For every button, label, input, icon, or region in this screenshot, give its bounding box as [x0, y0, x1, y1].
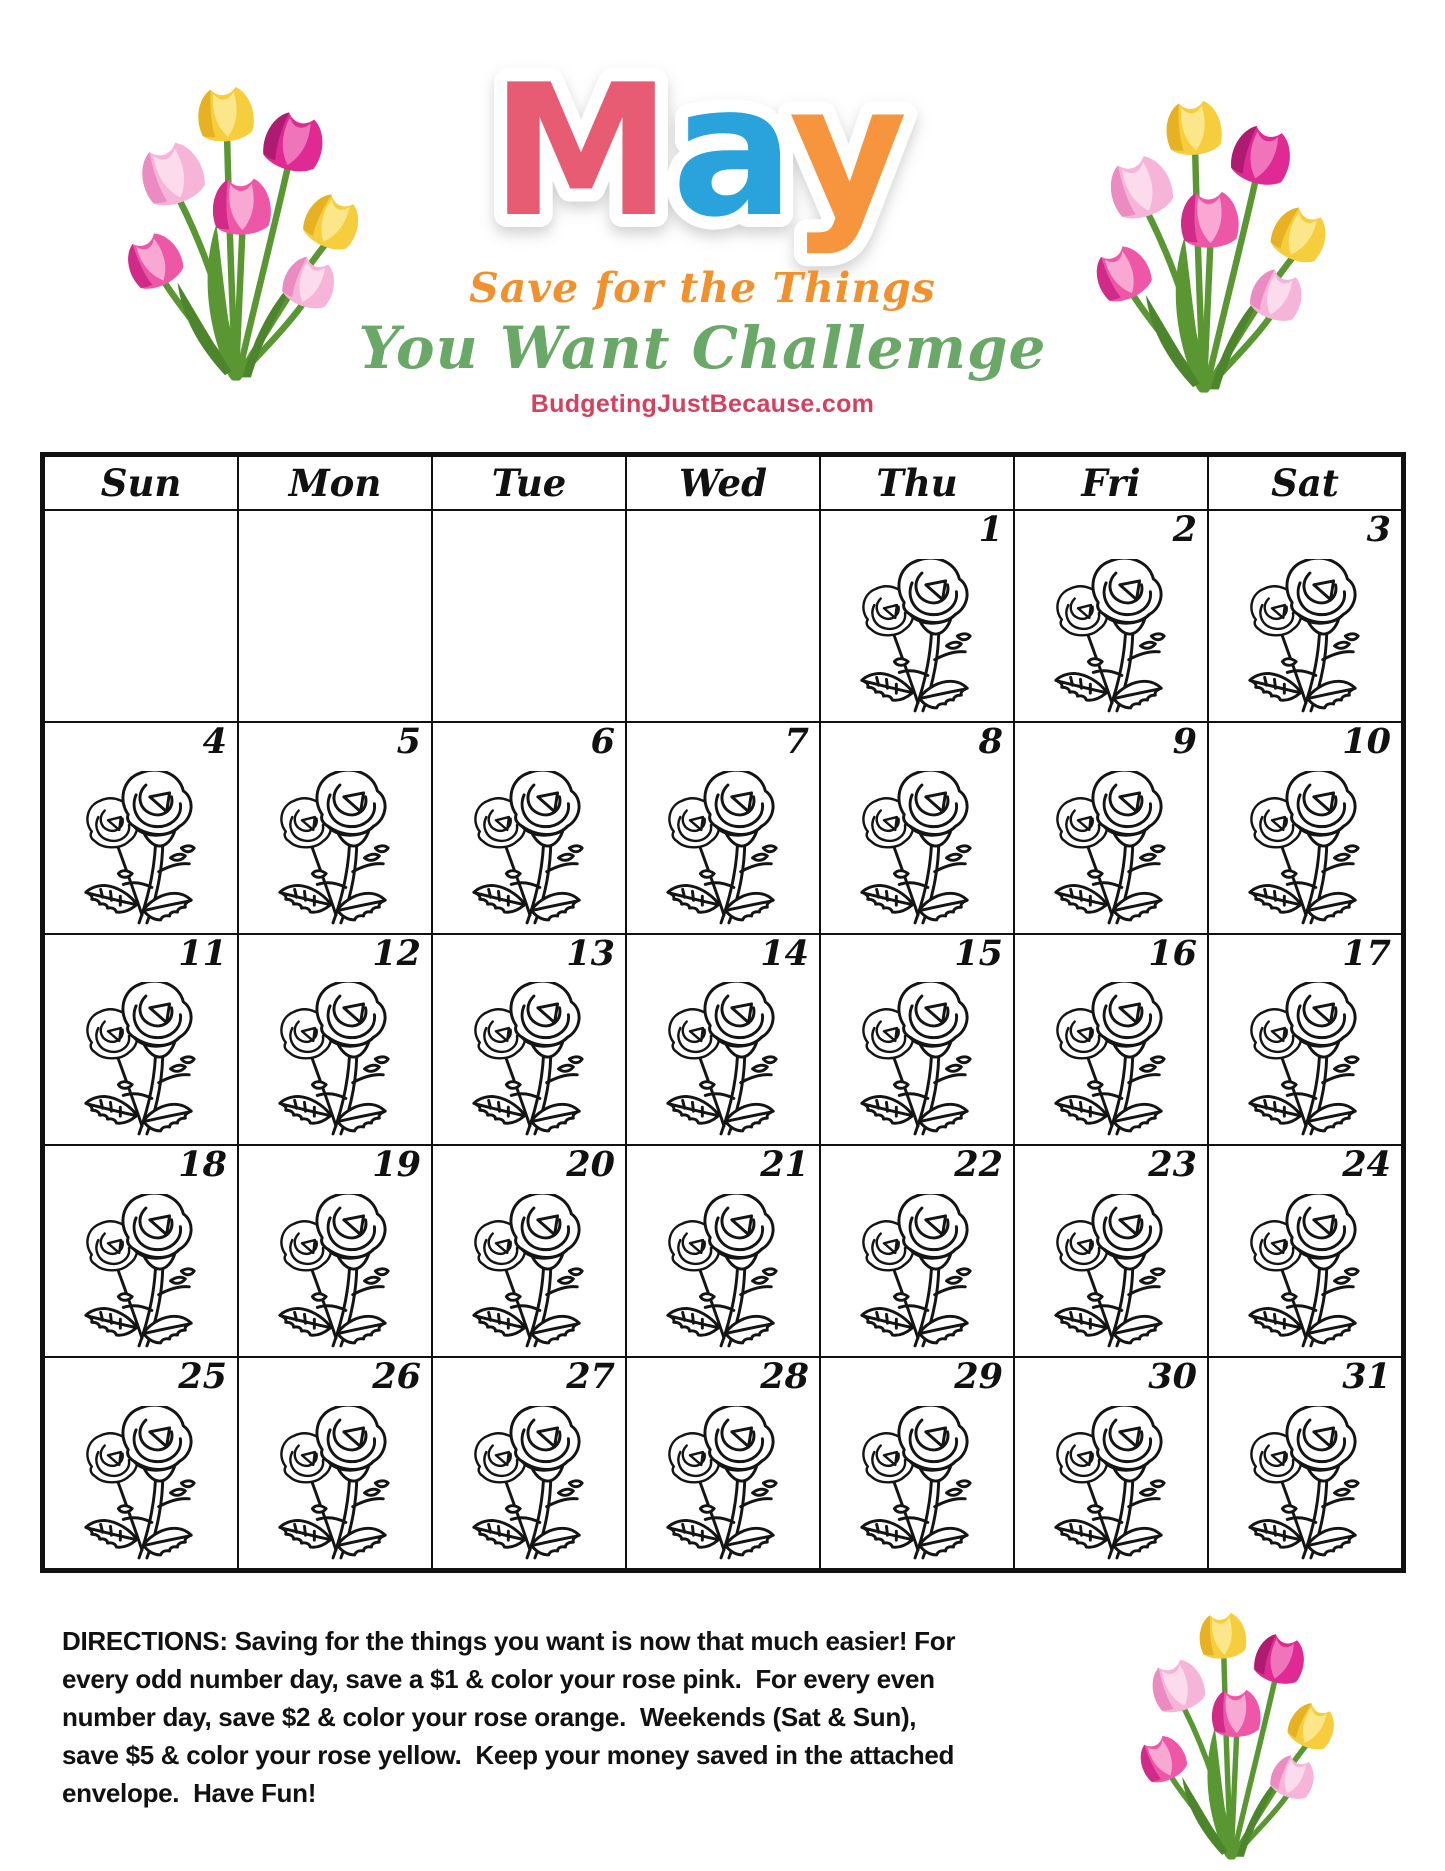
date-number: 21	[760, 1144, 809, 1186]
calendar-cell-10	[1208, 722, 1402, 934]
date-number: 6	[590, 720, 615, 762]
rose-coloring-icon	[77, 982, 205, 1140]
date-number: 13	[566, 932, 615, 974]
tulip-bouquet-bottom-right-icon	[1122, 1592, 1344, 1864]
calendar-cell-19	[238, 1145, 432, 1357]
calendar-cell-28	[626, 1357, 820, 1569]
date-number: 23	[1148, 1144, 1197, 1186]
rose-coloring-icon	[1241, 559, 1369, 717]
title-letter-y: y	[788, 45, 907, 257]
tagline-save-for-things: Save for the Things	[469, 264, 936, 312]
calendar-cell-8	[820, 722, 1014, 934]
date-number: 29	[954, 1356, 1003, 1398]
rose-coloring-icon	[659, 771, 787, 929]
rose-coloring-icon	[465, 1194, 593, 1352]
title-letter-a: a	[671, 45, 789, 257]
date-number: 2	[1172, 509, 1197, 550]
calendar-cell-16	[1014, 934, 1208, 1146]
calendar-cell-14	[626, 934, 820, 1146]
tagline-you-want-challenge: You Want Challemge	[358, 314, 1047, 382]
month-title	[443, 36, 963, 278]
rose-coloring-icon	[1047, 559, 1175, 717]
date-number: 25	[178, 1356, 227, 1398]
directions-body: Saving for the things you want is now that much easier! For every odd number day, save a $1 & color your rose pink. For every even number day, save $2 & color your rose orange. Weekends (Sat & Sun), save $5 & color your rose yellow. Keep your money saved in the attached envelope. Have Fun!	[62, 1626, 963, 1808]
website-url: BudgetingJustBecause.com	[530, 390, 875, 418]
calendar-grid	[40, 452, 1406, 1573]
rose-coloring-icon	[465, 1406, 593, 1564]
rose-coloring-icon	[1241, 982, 1369, 1140]
directions-label: DIRECTIONS:	[62, 1626, 228, 1656]
calendar-cell-24	[1208, 1145, 1402, 1357]
rose-coloring-icon	[1241, 1406, 1369, 1564]
header	[0, 0, 1425, 419]
rose-coloring-icon	[271, 1194, 399, 1352]
calendar-cell-6	[432, 722, 626, 934]
date-number: 1	[978, 509, 1003, 550]
rose-coloring-icon	[659, 982, 787, 1140]
calendar-cell-5	[238, 722, 432, 934]
calendar-cell-11	[44, 934, 238, 1146]
date-number: 3	[1366, 509, 1391, 550]
date-number: 14	[760, 932, 809, 974]
calendar-cell-29	[820, 1357, 1014, 1569]
calendar-cell-15	[820, 934, 1014, 1146]
calendar-cell-25	[44, 1357, 238, 1569]
calendar-cell-23	[1014, 1145, 1208, 1357]
title-letter-m: M	[490, 45, 672, 257]
rose-coloring-icon	[77, 771, 205, 929]
rose-coloring-icon	[77, 1194, 205, 1352]
calendar-cell-26	[238, 1357, 432, 1569]
calendar-cell-31	[1208, 1357, 1402, 1569]
day-header-tue: Tue	[432, 456, 626, 510]
date-number: 15	[954, 932, 1003, 974]
day-header-mon: Mon	[238, 456, 432, 510]
calendar-cell-4	[44, 722, 238, 934]
rose-coloring-icon	[659, 1406, 787, 1564]
date-number: 19	[372, 1144, 421, 1186]
calendar-cell-17	[1208, 934, 1402, 1146]
rose-coloring-icon	[1047, 1406, 1175, 1564]
rose-coloring-icon	[77, 1406, 205, 1564]
date-number: 17	[1342, 932, 1391, 974]
calendar-cell-1	[820, 510, 1014, 722]
calendar-cell-empty	[626, 510, 820, 722]
date-number: 16	[1148, 932, 1197, 974]
date-number: 5	[396, 720, 421, 762]
date-number: 7	[784, 720, 809, 762]
day-header-fri: Fri	[1014, 456, 1208, 510]
day-header-wed: Wed	[626, 456, 820, 510]
date-number: 11	[178, 932, 227, 974]
date-number: 4	[202, 720, 227, 762]
date-number: 27	[566, 1356, 615, 1398]
date-number: 12	[372, 932, 421, 974]
directions-text	[62, 1622, 967, 1812]
day-header-sat: Sat	[1208, 456, 1402, 510]
calendar-cell-21	[626, 1145, 820, 1357]
calendar-cell-empty	[44, 510, 238, 722]
date-number: 24	[1342, 1144, 1391, 1186]
date-number: 9	[1172, 720, 1197, 762]
rose-coloring-icon	[1047, 982, 1175, 1140]
rose-coloring-icon	[271, 982, 399, 1140]
calendar-cell-empty	[238, 510, 432, 722]
date-number: 28	[760, 1356, 809, 1398]
date-number: 30	[1148, 1356, 1197, 1398]
rose-coloring-icon	[465, 771, 593, 929]
rose-coloring-icon	[853, 559, 981, 717]
rose-coloring-icon	[271, 771, 399, 929]
svg-text:May	[490, 45, 907, 257]
date-number: 22	[954, 1144, 1003, 1186]
rose-coloring-icon	[1241, 1194, 1369, 1352]
rose-coloring-icon	[1047, 1194, 1175, 1352]
calendar-cell-20	[432, 1145, 626, 1357]
calendar-cell-13	[432, 934, 626, 1146]
rose-coloring-icon	[853, 982, 981, 1140]
rose-coloring-icon	[853, 1194, 981, 1352]
date-number: 20	[566, 1144, 615, 1186]
date-number: 8	[978, 720, 1003, 762]
rose-coloring-icon	[853, 1406, 981, 1564]
rose-coloring-icon	[465, 982, 593, 1140]
calendar-cell-30	[1014, 1357, 1208, 1569]
calendar-cell-18	[44, 1145, 238, 1357]
rose-coloring-icon	[1241, 771, 1369, 929]
date-number: 26	[372, 1356, 421, 1398]
calendar-cell-22	[820, 1145, 1014, 1357]
date-number: 10	[1342, 720, 1391, 762]
calendar-cell-3	[1208, 510, 1402, 722]
calendar-cell-empty	[432, 510, 626, 722]
calendar-cell-27	[432, 1357, 626, 1569]
date-number: 18	[178, 1144, 227, 1186]
calendar-cell-12	[238, 934, 432, 1146]
rose-coloring-icon	[853, 771, 981, 929]
calendar-cell-9	[1014, 722, 1208, 934]
rose-coloring-icon	[271, 1406, 399, 1564]
day-header-sun: Sun	[44, 456, 238, 510]
calendar-cell-7	[626, 722, 820, 934]
day-header-thu: Thu	[820, 456, 1014, 510]
rose-coloring-icon	[1047, 771, 1175, 929]
calendar-cell-2	[1014, 510, 1208, 722]
rose-coloring-icon	[659, 1194, 787, 1352]
date-number: 31	[1342, 1356, 1391, 1398]
